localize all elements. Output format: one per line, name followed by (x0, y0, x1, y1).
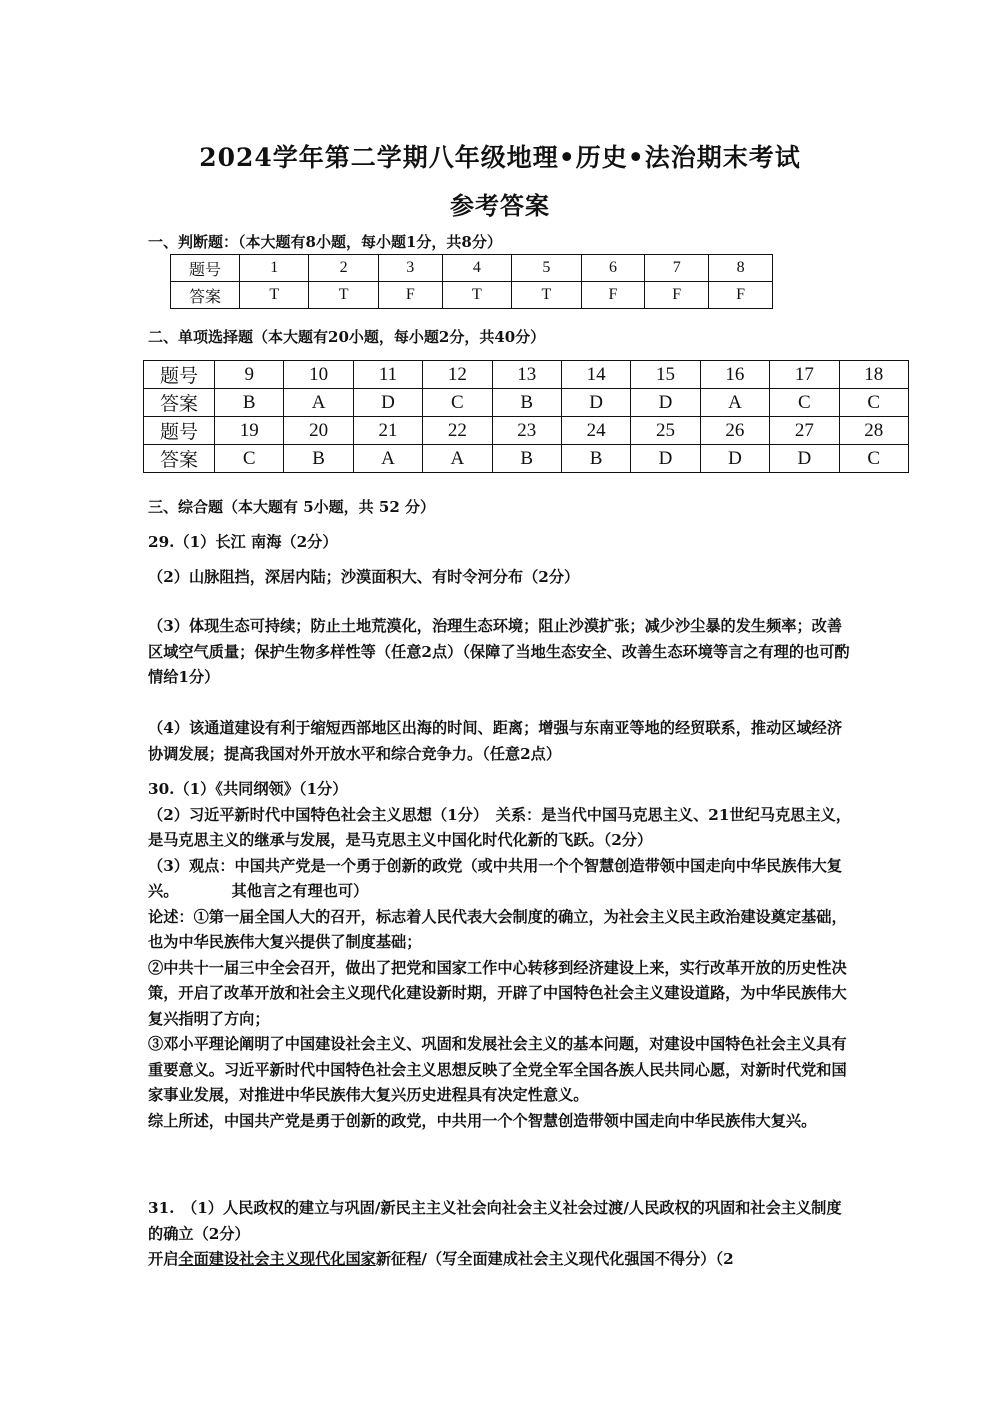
table-cell: 23 (492, 417, 561, 445)
section3-heading: 三、综合题（本大题有 5小题，共 52 分） (148, 498, 435, 516)
section1-heading: 一、判断题：（本大题有8小题，每小题1分，共8分） (148, 233, 502, 251)
table-cell: 16 (700, 361, 769, 389)
q31-underlined-phrase: 全面建设社会主义现代化国家 (178, 1250, 376, 1268)
table-cell: F (709, 282, 773, 309)
q30-part1: 30.（1）《共同纲领》（1分） (148, 780, 348, 798)
table-cell: T (512, 282, 581, 309)
table-cell: D (700, 445, 769, 473)
q29-part2: （2）山脉阻挡，深居内陆；沙漠面积大、有时令河分布（2分） (148, 568, 580, 586)
table-cell: T (442, 282, 511, 309)
table-cell: D (631, 445, 700, 473)
table-cell: B (492, 445, 561, 473)
row-label-answer: 答案 (171, 282, 240, 309)
table-cell: 22 (423, 417, 492, 445)
q31-part2-start: 开启 (148, 1250, 179, 1268)
table-row (171, 282, 773, 309)
q29-part4: （4）该通道建设有利于缩短西部地区出海的时间、距离；增强与东南亚等地的经贸联系，推动区域经济协调发展；提高我国对外开放水平和综合竞争力。（任意2点） (148, 719, 843, 763)
table-cell: 21 (353, 417, 422, 445)
table-row (144, 417, 909, 445)
table-cell: D (561, 389, 630, 417)
row-label-number: 题号 (144, 361, 215, 389)
q30-part3: （3）观点：中国共产党是一个勇于创新的政党（或中共用一个个智慧创造带领中国走向中华民族伟大复兴。 其他言之有理也可） (148, 856, 843, 900)
q31-part1: 31. （1）人民政权的建立与巩固/新民主主义社会向社会主义社会过渡/人民政权的巩固和社会主义制度的确立（2分） (148, 1199, 842, 1243)
table-cell: 12 (423, 361, 492, 389)
table-cell: 28 (839, 417, 908, 445)
q31-part2-end: 新征程/（写全面建成社会主义现代化强国不得分）（2 (375, 1250, 734, 1268)
table-row (171, 255, 773, 282)
table-cell: F (645, 282, 709, 309)
q30-answer (148, 777, 856, 1134)
q29-part1: 29.（1）长江 南海（2分） (148, 533, 338, 551)
table-cell: 24 (561, 417, 630, 445)
table-cell: D (770, 445, 839, 473)
section2-heading: 二、单项选择题（本大题有20小题，每小题2分，共40分） (148, 328, 546, 346)
table-cell: 18 (839, 361, 908, 389)
table-cell: B (284, 445, 353, 473)
table-cell: 14 (561, 361, 630, 389)
q29-part3: （3）体现生态可持续；防止土地荒漠化，治理生态环境；阻止沙漠扩张；减少沙尘暴的发生频率；改善区域空气质量；保护生物多样性等（任意2点）（保障了当地生态安全、改善生态环境等言之有理的也可酌情给1分） (148, 617, 850, 686)
table-cell: 3 (378, 255, 442, 282)
row-label-number: 题号 (171, 255, 240, 282)
table-cell: A (700, 389, 769, 417)
q31-answer (148, 1196, 856, 1273)
table-cell: T (240, 282, 309, 309)
q30-argument-1: 论述：①第一届全国人大的召开，标志着人民代表大会制度的确立，为社会主义民主政治建设奠定基础，也为中华民族伟大复兴提供了制度基础； (148, 907, 847, 951)
table-cell: 11 (353, 361, 422, 389)
table-cell: F (581, 282, 645, 309)
table-cell: 10 (284, 361, 353, 389)
table-cell: B (492, 389, 561, 417)
table-cell: A (353, 445, 422, 473)
true-false-answer-table (170, 254, 773, 309)
table-cell: C (215, 445, 284, 473)
table-cell: D (353, 389, 422, 417)
table-cell: 4 (442, 255, 511, 282)
table-cell: 9 (215, 361, 284, 389)
table-cell: 17 (770, 361, 839, 389)
table-cell: B (215, 389, 284, 417)
table-cell: 26 (700, 417, 769, 445)
table-cell: B (561, 445, 630, 473)
table-cell: 1 (240, 255, 309, 282)
q30-part2: （2）习近平新时代中国特色社会主义思想（1分） 关系：是当代中国马克思主义、21世纪马克思主义，是马克思主义的继承与发展，是马克思主义中国化时代化新的飞跃。（2分） (148, 805, 851, 849)
table-cell: A (284, 389, 353, 417)
row-label-answer: 答案 (144, 445, 215, 473)
table-cell: C (839, 389, 908, 417)
table-cell: 6 (581, 255, 645, 282)
table-cell: 7 (645, 255, 709, 282)
table-cell: A (423, 445, 492, 473)
table-row (144, 389, 909, 417)
table-cell: 25 (631, 417, 700, 445)
table-cell: 5 (512, 255, 581, 282)
table-row (144, 361, 909, 389)
table-cell: C (770, 389, 839, 417)
table-cell: 27 (770, 417, 839, 445)
table-cell: C (839, 445, 908, 473)
q30-argument-2: ②中共十一届三中全会召开，做出了把党和国家工作中心转移到经济建设上来，实行改革开放的历史性决策，开启了改革开放和社会主义现代化建设新时期，开辟了中国特色社会主义建设道路，为中华民族伟大复兴指明了方向； (148, 958, 847, 1028)
table-cell: 20 (284, 417, 353, 445)
table-cell: F (378, 282, 442, 309)
q30-summary: 综上所述，中国共产党是勇于创新的政党，中共用一个个智慧创造带领中国走向中华民族伟大复兴。 (148, 1111, 817, 1130)
table-cell: 8 (709, 255, 773, 282)
table-cell: T (309, 282, 378, 309)
row-label-number: 题号 (144, 417, 215, 445)
table-row (144, 445, 909, 473)
q31-part2 (148, 1247, 856, 1273)
table-cell: D (631, 389, 700, 417)
multiple-choice-answer-table (143, 360, 909, 473)
table-cell: 19 (215, 417, 284, 445)
table-cell: C (423, 389, 492, 417)
q30-argument-3: ③邓小平理论阐明了中国建设社会主义、巩固和发展社会主义的基本问题，对建设中国特色社会主义具有重要意义。习近平新时代中国特色社会主义思想反映了全党全军全国各族人民共同心愿，对新时代党和国家事业发展，对推进中华民族伟大复兴历史进程具有决定性意义。 (148, 1035, 847, 1104)
table-cell: 15 (631, 361, 700, 389)
table-cell: 2 (309, 255, 378, 282)
page-subtitle: 参考答案 (450, 191, 550, 220)
row-label-answer: 答案 (144, 389, 215, 417)
page-title: 2024学年第二学期八年级地理•历史•法治期末考试 (199, 143, 801, 172)
table-cell: 13 (492, 361, 561, 389)
